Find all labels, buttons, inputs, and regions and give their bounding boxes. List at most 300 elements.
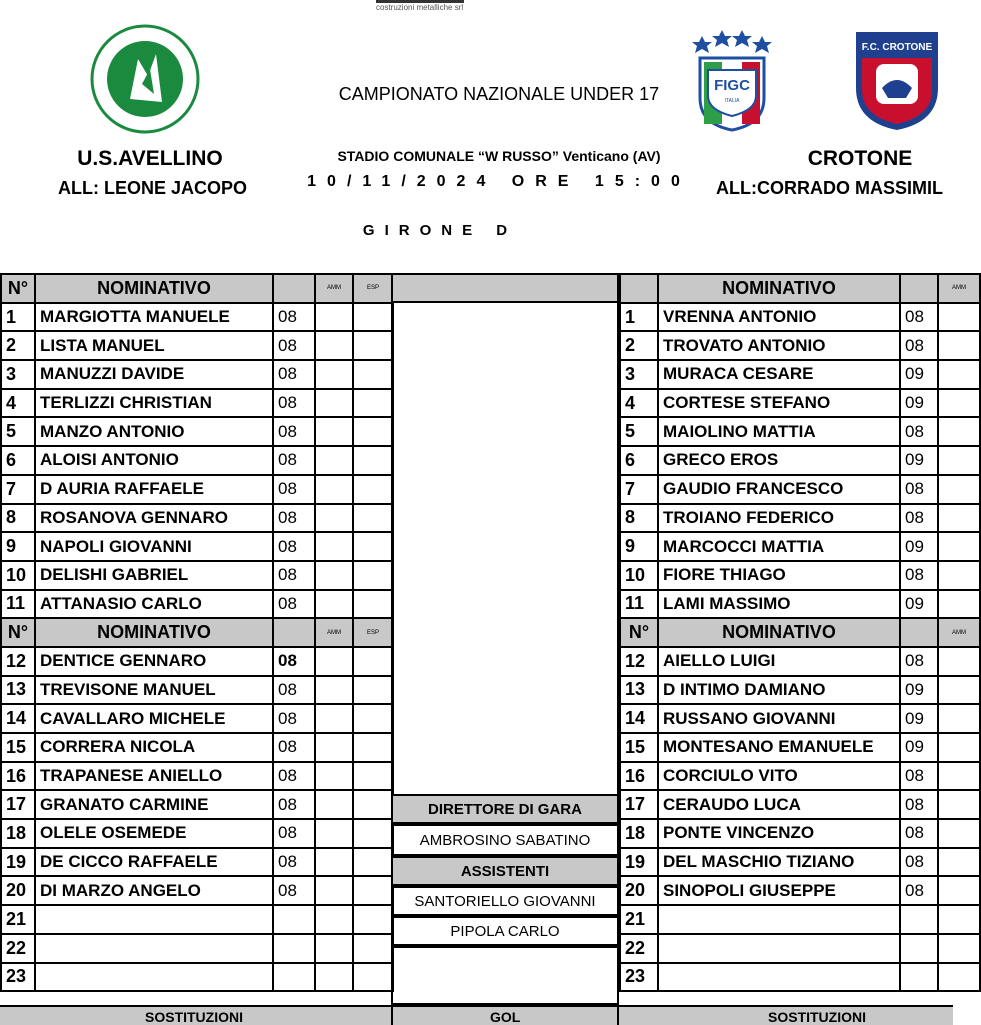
player-birth-year: 08 — [273, 561, 315, 590]
table-row — [1, 848, 393, 877]
player-esp-cell — [353, 704, 393, 733]
player-number: 6 — [620, 446, 658, 475]
player-number: 4 — [620, 389, 658, 418]
table-row — [620, 532, 980, 561]
player-number: 20 — [1, 876, 35, 905]
table-row — [620, 848, 980, 877]
header-year — [273, 274, 315, 303]
player-amm-cell — [938, 762, 980, 791]
player-number: 13 — [1, 676, 35, 705]
player-birth-year: 08 — [273, 532, 315, 561]
player-name: GAUDIO FRANCESCO — [658, 475, 900, 504]
player-name — [658, 905, 900, 934]
middle-empty-area — [391, 301, 619, 794]
player-birth-year: 08 — [273, 504, 315, 533]
player-name — [658, 963, 900, 992]
player-number: 2 — [1, 331, 35, 360]
svg-text:ITALIA: ITALIA — [724, 98, 740, 104]
player-number: 21 — [620, 905, 658, 934]
player-amm-cell — [315, 876, 353, 905]
player-name: DELISHI GABRIEL — [35, 561, 273, 590]
player-amm-cell — [315, 963, 353, 992]
player-amm-cell — [315, 848, 353, 877]
player-number: 19 — [620, 848, 658, 877]
header-name: NOMINATIVO — [35, 274, 273, 303]
player-amm-cell — [938, 561, 980, 590]
middle-header — [391, 273, 619, 303]
player-amm-cell — [315, 590, 353, 619]
player-name: CORRERA NICOLA — [35, 733, 273, 762]
player-name: TREVISONE MANUEL — [35, 676, 273, 705]
player-number: 9 — [1, 532, 35, 561]
player-name: MURACA CESARE — [658, 360, 900, 389]
home-lineup-table — [0, 273, 394, 992]
player-name: NAPOLI GIOVANNI — [35, 532, 273, 561]
player-name: LISTA MANUEL — [35, 331, 273, 360]
table-row — [620, 963, 980, 992]
footer-divider — [617, 1005, 619, 1025]
player-number: 3 — [620, 360, 658, 389]
player-esp-cell — [353, 676, 393, 705]
player-amm-cell — [938, 303, 980, 332]
table-header-row — [1, 618, 393, 647]
table-row — [1, 446, 393, 475]
player-amm-cell — [938, 704, 980, 733]
player-name: MARCOCCI MATTIA — [658, 532, 900, 561]
player-amm-cell — [315, 819, 353, 848]
player-esp-cell — [353, 934, 393, 963]
player-name: PONTE VINCENZO — [658, 819, 900, 848]
table-row — [620, 504, 980, 533]
group-label: GIRONE D — [362, 222, 518, 239]
header-amm: AMM — [938, 274, 980, 303]
table-row — [620, 819, 980, 848]
player-number: 1 — [1, 303, 35, 332]
player-amm-cell — [938, 360, 980, 389]
player-esp-cell — [353, 963, 393, 992]
player-birth-year: 09 — [900, 446, 938, 475]
player-amm-cell — [315, 733, 353, 762]
player-number: 19 — [1, 848, 35, 877]
player-name: OLELE OSEMEDE — [35, 819, 273, 848]
player-birth-year — [273, 905, 315, 934]
player-birth-year: 08 — [900, 819, 938, 848]
table-row — [620, 475, 980, 504]
player-number: 22 — [620, 934, 658, 963]
table-row — [620, 934, 980, 963]
player-number: 1 — [620, 303, 658, 332]
player-name: RUSSANO GIOVANNI — [658, 704, 900, 733]
player-birth-year: 08 — [900, 561, 938, 590]
crotone-logo — [852, 28, 942, 132]
player-amm-cell — [938, 790, 980, 819]
player-amm-cell — [938, 590, 980, 619]
player-amm-cell — [938, 963, 980, 992]
player-number: 10 — [1, 561, 35, 590]
table-row — [1, 532, 393, 561]
player-number: 14 — [1, 704, 35, 733]
header-esp: ESP — [353, 274, 393, 303]
player-number: 10 — [620, 561, 658, 590]
player-name: MANZO ANTONIO — [35, 417, 273, 446]
player-number: 11 — [1, 590, 35, 619]
player-esp-cell — [353, 790, 393, 819]
referee-label: DIRETTORE DI GARA — [391, 794, 619, 824]
player-birth-year: 08 — [273, 848, 315, 877]
player-name — [35, 905, 273, 934]
player-birth-year: 08 — [900, 848, 938, 877]
player-birth-year: 09 — [900, 733, 938, 762]
table-row — [620, 676, 980, 705]
goals-label: GOL — [490, 1009, 521, 1025]
player-name: DE CICCO RAFFAELE — [35, 848, 273, 877]
player-esp-cell — [353, 762, 393, 791]
player-name: FIORE THIAGO — [658, 561, 900, 590]
header-esp: ESP — [353, 618, 393, 647]
header-number — [620, 274, 658, 303]
player-amm-cell — [315, 762, 353, 791]
player-name: SINOPOLI GIUSEPPE — [658, 876, 900, 905]
home-team-logo — [90, 24, 200, 134]
player-birth-year: 08 — [900, 647, 938, 676]
player-number: 23 — [1, 963, 35, 992]
player-birth-year: 08 — [273, 303, 315, 332]
away-team-coach: ALL:CORRADO MASSIMIL — [716, 178, 943, 198]
player-esp-cell — [353, 446, 393, 475]
assistants-label: ASSISTENTI — [391, 856, 619, 886]
away-lineup-table — [619, 273, 981, 992]
home-substitutions-label: SOSTITUZIONI — [145, 1009, 243, 1025]
figc-logo — [690, 28, 774, 132]
player-name: TROVATO ANTONIO — [658, 331, 900, 360]
player-birth-year: 08 — [900, 790, 938, 819]
player-amm-cell — [315, 331, 353, 360]
footer-divider — [391, 1005, 393, 1025]
player-birth-year: 09 — [900, 360, 938, 389]
player-birth-year: 08 — [273, 733, 315, 762]
player-birth-year — [273, 934, 315, 963]
table-row — [1, 590, 393, 619]
player-birth-year: 08 — [900, 475, 938, 504]
table-row — [620, 446, 980, 475]
player-esp-cell — [353, 331, 393, 360]
player-amm-cell — [938, 733, 980, 762]
header-number: N° — [620, 618, 658, 647]
table-row — [620, 303, 980, 332]
player-esp-cell — [353, 389, 393, 418]
table-row — [620, 417, 980, 446]
stadium-info: STADIO COMUNALE “W RUSSO” Venticano (AV) — [337, 148, 661, 164]
player-birth-year — [273, 963, 315, 992]
player-birth-year: 09 — [900, 704, 938, 733]
table-row — [1, 733, 393, 762]
player-name: VRENNA ANTONIO — [658, 303, 900, 332]
player-esp-cell — [353, 848, 393, 877]
player-name: LAMI MASSIMO — [658, 590, 900, 619]
player-amm-cell — [315, 905, 353, 934]
table-row — [1, 303, 393, 332]
player-amm-cell — [315, 475, 353, 504]
player-amm-cell — [315, 446, 353, 475]
referee-name: AMBROSINO SABATINO — [391, 824, 619, 856]
table-row — [620, 590, 980, 619]
header-number: N° — [1, 274, 35, 303]
player-number: 15 — [620, 733, 658, 762]
table-row — [620, 389, 980, 418]
player-name: DEL MASCHIO TIZIANO — [658, 848, 900, 877]
player-birth-year: 08 — [273, 417, 315, 446]
player-birth-year — [900, 963, 938, 992]
player-name — [658, 934, 900, 963]
table-header-row — [620, 274, 980, 303]
player-name: CERAUDO LUCA — [658, 790, 900, 819]
player-name: DI MARZO ANGELO — [35, 876, 273, 905]
player-amm-cell — [315, 532, 353, 561]
player-name: TROIANO FEDERICO — [658, 504, 900, 533]
player-birth-year: 09 — [900, 676, 938, 705]
player-birth-year: 08 — [273, 331, 315, 360]
player-esp-cell — [353, 417, 393, 446]
away-substitutions-label: SOSTITUZIONI — [768, 1009, 866, 1025]
player-name: ATTANASIO CARLO — [35, 590, 273, 619]
player-birth-year: 08 — [273, 676, 315, 705]
player-name: CORTESE STEFANO — [658, 389, 900, 418]
player-name: DENTICE GENNARO — [35, 647, 273, 676]
table-header-row — [620, 618, 980, 647]
table-row — [1, 876, 393, 905]
table-row — [620, 790, 980, 819]
player-amm-cell — [938, 848, 980, 877]
header-amm: AMM — [315, 274, 353, 303]
player-amm-cell — [315, 360, 353, 389]
player-birth-year: 08 — [900, 876, 938, 905]
table-row — [1, 389, 393, 418]
player-name: AIELLO LUIGI — [658, 647, 900, 676]
player-number: 20 — [620, 876, 658, 905]
player-name: CORCIULO VITO — [658, 762, 900, 791]
table-row — [1, 676, 393, 705]
player-birth-year: 08 — [900, 331, 938, 360]
player-esp-cell — [353, 876, 393, 905]
player-esp-cell — [353, 647, 393, 676]
table-row — [1, 934, 393, 963]
player-esp-cell — [353, 504, 393, 533]
player-number: 21 — [1, 905, 35, 934]
svg-text:FIGC: FIGC — [714, 77, 750, 94]
player-number: 7 — [1, 475, 35, 504]
home-team-coach: ALL: LEONE JACOPO — [57, 178, 247, 198]
player-esp-cell — [353, 561, 393, 590]
player-number: 5 — [1, 417, 35, 446]
header-amm: AMM — [938, 618, 980, 647]
player-birth-year: 09 — [900, 532, 938, 561]
player-name: ROSANOVA GENNARO — [35, 504, 273, 533]
player-esp-cell — [353, 360, 393, 389]
player-amm-cell — [938, 389, 980, 418]
player-number: 7 — [620, 475, 658, 504]
player-birth-year: 08 — [273, 790, 315, 819]
player-number: 6 — [1, 446, 35, 475]
player-number: 18 — [620, 819, 658, 848]
player-number: 23 — [620, 963, 658, 992]
player-number: 8 — [620, 504, 658, 533]
table-row — [1, 819, 393, 848]
player-amm-cell — [315, 647, 353, 676]
player-amm-cell — [315, 417, 353, 446]
player-number: 2 — [620, 331, 658, 360]
player-esp-cell — [353, 475, 393, 504]
player-birth-year: 08 — [273, 876, 315, 905]
player-amm-cell — [938, 934, 980, 963]
player-number: 12 — [1, 647, 35, 676]
header-year — [900, 618, 938, 647]
table-row — [620, 876, 980, 905]
player-number: 14 — [620, 704, 658, 733]
player-birth-year — [900, 905, 938, 934]
player-amm-cell — [315, 303, 353, 332]
player-esp-cell — [353, 819, 393, 848]
table-row — [620, 704, 980, 733]
table-header-row — [1, 274, 393, 303]
table-row — [620, 331, 980, 360]
table-row — [1, 647, 393, 676]
player-number: 9 — [620, 532, 658, 561]
player-amm-cell — [315, 504, 353, 533]
player-name — [35, 963, 273, 992]
table-row — [620, 905, 980, 934]
player-number: 11 — [620, 590, 658, 619]
player-birth-year: 08 — [900, 417, 938, 446]
table-row — [620, 360, 980, 389]
player-number: 22 — [1, 934, 35, 963]
table-row — [1, 561, 393, 590]
player-number: 17 — [620, 790, 658, 819]
player-birth-year: 08 — [273, 360, 315, 389]
assistant-2-name: PIPOLA CARLO — [391, 916, 619, 946]
player-amm-cell — [315, 676, 353, 705]
player-amm-cell — [315, 389, 353, 418]
svg-text:F.C. CROTONE: F.C. CROTONE — [861, 42, 933, 53]
player-birth-year: 08 — [273, 647, 315, 676]
away-team-name: CROTONE — [807, 147, 913, 170]
table-row — [620, 762, 980, 791]
player-name: D INTIMO DAMIANO — [658, 676, 900, 705]
player-amm-cell — [938, 532, 980, 561]
table-row — [620, 561, 980, 590]
player-birth-year: 09 — [900, 389, 938, 418]
player-name: GRECO EROS — [658, 446, 900, 475]
player-amm-cell — [938, 331, 980, 360]
player-name: MANUZZI DAVIDE — [35, 360, 273, 389]
player-birth-year: 09 — [900, 590, 938, 619]
player-number: 13 — [620, 676, 658, 705]
player-amm-cell — [315, 704, 353, 733]
header-year — [900, 274, 938, 303]
player-esp-cell — [353, 303, 393, 332]
player-name: D AURIA RAFFAELE — [35, 475, 273, 504]
player-amm-cell — [938, 876, 980, 905]
player-name: TRAPANESE ANIELLO — [35, 762, 273, 791]
player-birth-year: 08 — [273, 446, 315, 475]
player-amm-cell — [938, 819, 980, 848]
player-amm-cell — [938, 647, 980, 676]
player-name: GRANATO CARMINE — [35, 790, 273, 819]
player-esp-cell — [353, 905, 393, 934]
player-birth-year: 08 — [273, 704, 315, 733]
table-row — [1, 963, 393, 992]
player-birth-year: 08 — [273, 475, 315, 504]
player-amm-cell — [938, 676, 980, 705]
championship-title: CAMPIONATO NAZIONALE UNDER 17 — [338, 84, 660, 104]
player-number: 8 — [1, 504, 35, 533]
player-amm-cell — [315, 561, 353, 590]
player-number: 4 — [1, 389, 35, 418]
player-esp-cell — [353, 733, 393, 762]
table-row — [1, 360, 393, 389]
player-number: 12 — [620, 647, 658, 676]
table-row — [620, 647, 980, 676]
player-number: 16 — [620, 762, 658, 791]
player-number: 3 — [1, 360, 35, 389]
player-name: MONTESANO EMANUELE — [658, 733, 900, 762]
player-amm-cell — [938, 417, 980, 446]
table-row — [1, 762, 393, 791]
player-amm-cell — [938, 446, 980, 475]
player-amm-cell — [938, 905, 980, 934]
player-amm-cell — [315, 934, 353, 963]
player-number: 5 — [620, 417, 658, 446]
player-name: ALOISI ANTONIO — [35, 446, 273, 475]
header-year — [273, 618, 315, 647]
table-row — [1, 704, 393, 733]
player-name: CAVALLARO MICHELE — [35, 704, 273, 733]
player-amm-cell — [315, 790, 353, 819]
table-row — [1, 331, 393, 360]
middle-blank-box — [391, 946, 619, 1005]
player-birth-year: 08 — [273, 762, 315, 791]
player-name — [35, 934, 273, 963]
player-number: 16 — [1, 762, 35, 791]
player-birth-year — [900, 934, 938, 963]
table-row — [620, 733, 980, 762]
header-name: NOMINATIVO — [658, 274, 900, 303]
player-number: 17 — [1, 790, 35, 819]
assistant-1-name: SANTORIELLO GIOVANNI — [391, 886, 619, 916]
match-datetime: 10/11/2024 ORE 15:00 — [307, 173, 691, 190]
player-esp-cell — [353, 532, 393, 561]
player-birth-year: 08 — [273, 819, 315, 848]
table-row — [1, 790, 393, 819]
player-birth-year: 08 — [900, 303, 938, 332]
player-esp-cell — [353, 590, 393, 619]
player-name: MARGIOTTA MANUELE — [35, 303, 273, 332]
home-team-name: U.S.AVELLINO — [77, 147, 223, 170]
table-row — [1, 905, 393, 934]
table-row — [1, 475, 393, 504]
player-name: TERLIZZI CHRISTIAN — [35, 389, 273, 418]
header-name: NOMINATIVO — [35, 618, 273, 647]
header-number: N° — [1, 618, 35, 647]
header-name: NOMINATIVO — [658, 618, 900, 647]
player-amm-cell — [938, 475, 980, 504]
table-row — [1, 504, 393, 533]
player-number: 15 — [1, 733, 35, 762]
sponsor-caption: costruzioni metalliche srl — [376, 3, 464, 12]
player-birth-year: 08 — [900, 504, 938, 533]
player-number: 18 — [1, 819, 35, 848]
player-amm-cell — [938, 504, 980, 533]
player-birth-year: 08 — [273, 590, 315, 619]
